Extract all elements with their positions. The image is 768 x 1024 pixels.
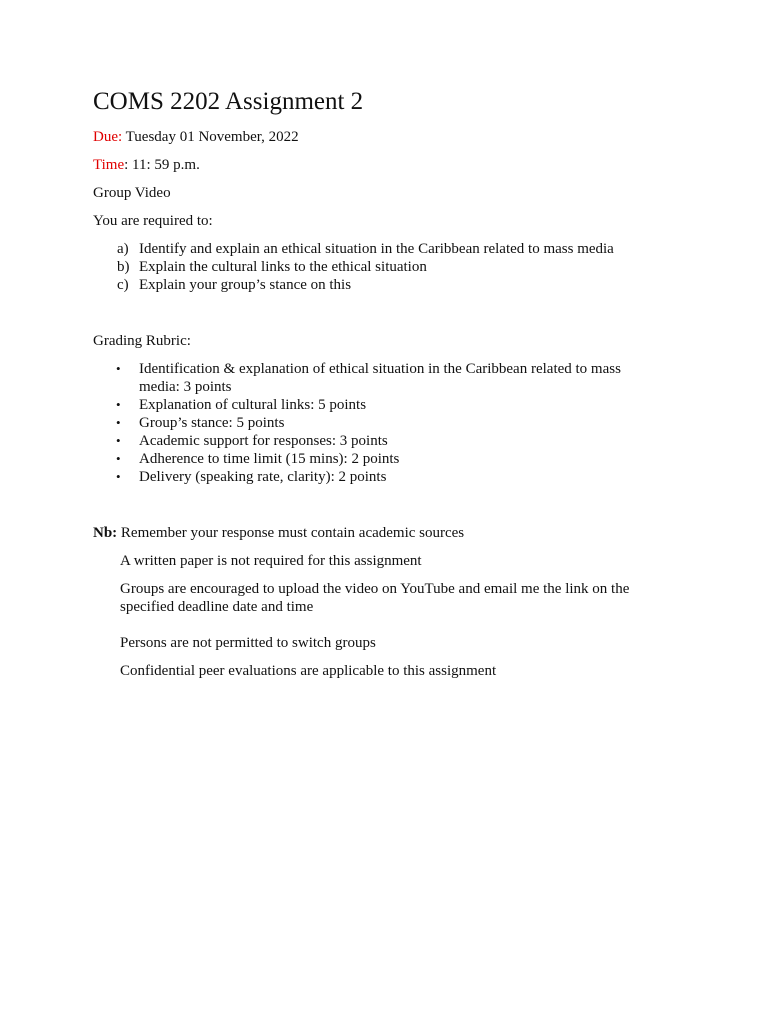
due-value: Tuesday 01 November, 2022 xyxy=(122,129,299,145)
requirement-text: Identify and explain an ethical situation in the Caribbean related to mass media xyxy=(139,241,614,257)
note-label: Nb: xyxy=(93,525,118,541)
bullet-icon: • xyxy=(116,397,121,412)
document-title: COMS 2202 Assignment 2 xyxy=(93,88,364,115)
requirement-text: Explain your group’s stance on this xyxy=(139,277,352,293)
rubric-item-text: Group’s stance: 5 points xyxy=(139,415,285,431)
note-item: Confidential peer evaluations are applicable to this assignment xyxy=(120,663,497,679)
requirement-text: Explain the cultural links to the ethical situation xyxy=(139,259,427,275)
note-text: Remember your response must contain academic sources xyxy=(117,525,465,541)
time-label: Time xyxy=(93,157,125,173)
requirement-marker: c) xyxy=(117,277,129,293)
note-line xyxy=(93,524,464,542)
rubric-item-text: Explanation of cultural links: 5 points xyxy=(139,397,367,413)
time-value: : 11: 59 p.m. xyxy=(124,157,200,173)
rubric-item-text: Academic support for responses: 3 points xyxy=(139,433,388,449)
requirement-marker: b) xyxy=(117,259,130,275)
requirement-marker: a) xyxy=(117,241,129,257)
time-line xyxy=(93,156,200,174)
bullet-icon: • xyxy=(116,469,121,484)
required-intro: You are required to: xyxy=(93,213,213,229)
rubric-item xyxy=(116,360,646,396)
due-label: Due: xyxy=(93,129,123,145)
rubric-item xyxy=(116,432,646,450)
rubric-item xyxy=(116,396,646,414)
note-item: Persons are not permitted to switch groups xyxy=(120,635,376,651)
rubric-heading: Grading Rubric: xyxy=(93,333,191,349)
rubric-item xyxy=(116,414,646,432)
rubric-item xyxy=(116,450,646,468)
requirement-item xyxy=(117,240,677,258)
note-item: Groups are encouraged to upload the video on YouTube and email me the link on the specified deadline date and time xyxy=(120,581,630,615)
bullet-icon: • xyxy=(116,433,121,448)
bullet-icon: • xyxy=(116,361,121,376)
requirement-item xyxy=(117,276,677,294)
rubric-item-text: Delivery (speaking rate, clarity): 2 points xyxy=(139,469,387,485)
requirement-item xyxy=(117,258,677,276)
group-video-label: Group Video xyxy=(93,185,171,201)
rubric-item-text: Identification & explanation of ethical situation in the Caribbean related to mass media: 3 points xyxy=(139,361,621,395)
rubric-item xyxy=(116,468,646,486)
bullet-icon: • xyxy=(116,415,121,430)
due-line xyxy=(93,128,299,146)
bullet-icon: • xyxy=(116,451,121,466)
note-item: A written paper is not required for this assignment xyxy=(120,553,422,569)
rubric-item-text: Adherence to time limit (15 mins): 2 points xyxy=(139,451,400,467)
